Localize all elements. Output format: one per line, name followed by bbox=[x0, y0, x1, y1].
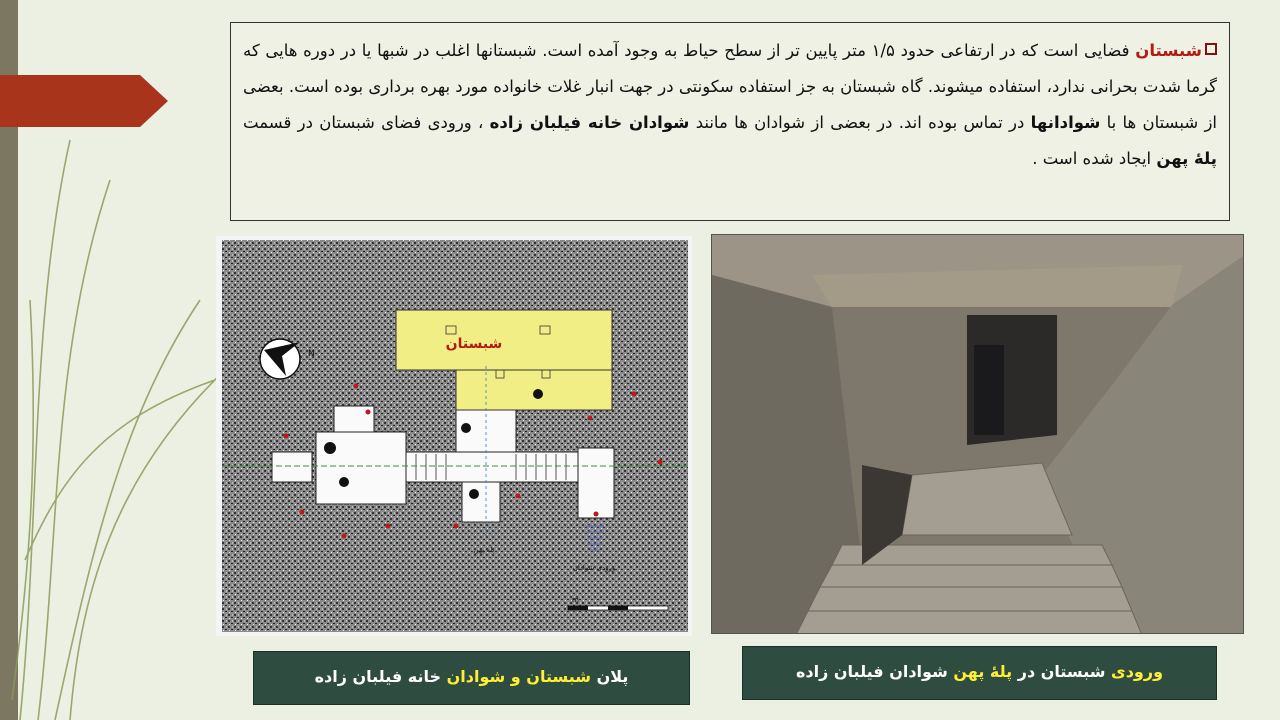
photo-caption bbox=[742, 646, 1217, 700]
checkbox-bullet-icon bbox=[1205, 43, 1217, 55]
plan-room-label: شبستان bbox=[445, 336, 503, 352]
paragraph-part-1: فضایی است که در ارتفاعی حدود ۱/۵ متر پایین تر از سطح حیاط به وجود آمده است. شبستانها اغلب در شبها یا در دوره هایی که گرما شدت بحرانی ندارد، استفاده میشوند. گاه شبستان به جز استفاده سکونتی در جهت انبار غلات خانواده مورد بهره برداری بوده است. بعضی از شبستان ها با bbox=[243, 41, 1217, 132]
plan-caption bbox=[253, 651, 690, 705]
paragraph-part-3: ، ورودی فضای شبستان در قسمت bbox=[243, 113, 490, 132]
plan-caption-word-2: خانه فیلبان زاده bbox=[314, 667, 447, 686]
plan-caption-highlight: شبستان و شوادان bbox=[446, 667, 592, 686]
paragraph-bold-3: پلۀ پهن bbox=[1156, 149, 1217, 168]
photo-caption-highlight-1: ورودی bbox=[1111, 662, 1164, 681]
stair-photo-drawing bbox=[712, 235, 1244, 634]
paragraph-bold-2: شوادان خانه فیلبان زاده bbox=[489, 113, 690, 132]
paragraph-part-4: ایجاد شده است . bbox=[1032, 149, 1157, 168]
plan-drawing bbox=[216, 236, 692, 636]
description-text-box bbox=[230, 22, 1230, 221]
term-shabestan: شبستان bbox=[1135, 41, 1202, 60]
plan-image bbox=[216, 236, 692, 636]
photo-image bbox=[711, 234, 1244, 634]
paragraph-bold-1: شوادانها bbox=[1030, 113, 1101, 132]
photo-caption-word-1: شبستان در bbox=[1012, 662, 1112, 681]
paragraph-part-2: در تماس بوده اند. در بعضی از شوادان ها مانند bbox=[689, 113, 1031, 132]
arrow-tab-shape bbox=[0, 75, 170, 127]
plan-stair-label: پله پهن bbox=[473, 546, 495, 554]
north-label: N bbox=[308, 349, 315, 359]
plan-entry-label: ورودی شوادان bbox=[572, 564, 616, 572]
plan-caption-word-1: پلان bbox=[591, 667, 629, 686]
photo-caption-word-2: شوادان فیلبان زاده bbox=[795, 662, 954, 681]
photo-caption-highlight-2: پلۀ پهن bbox=[953, 662, 1013, 681]
plan-scale-label: m bbox=[572, 596, 579, 604]
